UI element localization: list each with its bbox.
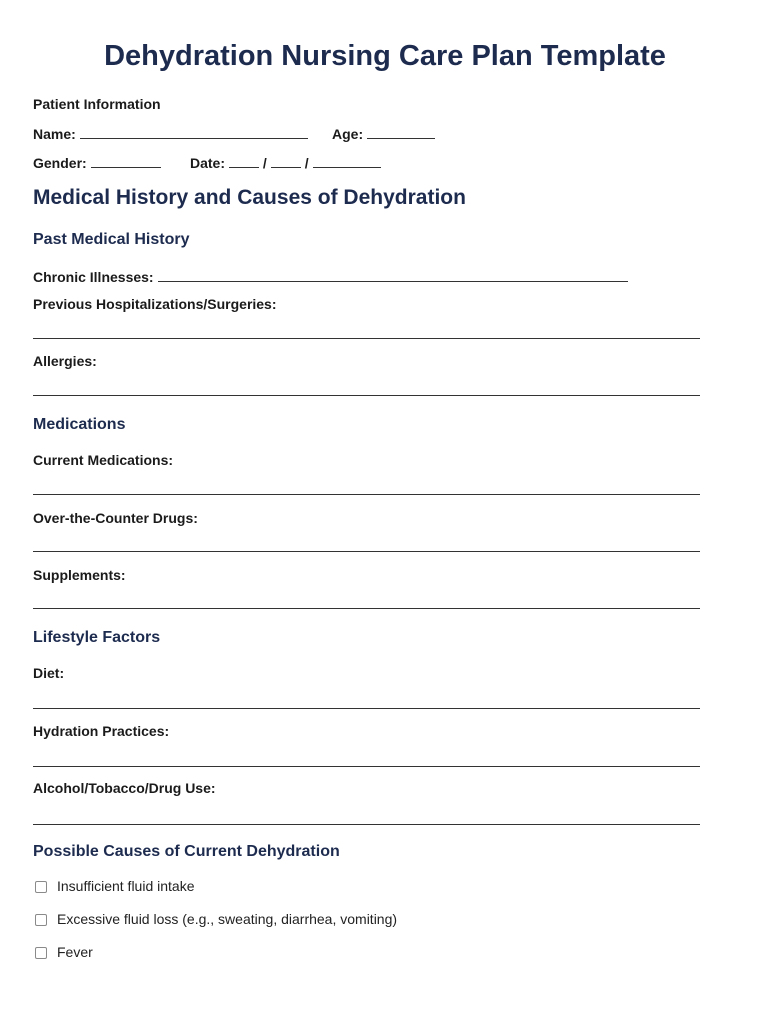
page-title: Dehydration Nursing Care Plan Template <box>104 40 666 72</box>
age-label: Age: <box>332 126 364 142</box>
cause-option-label: Excessive fluid loss (e.g., sweating, diarrhea, vomiting) <box>57 911 398 927</box>
age-row <box>332 125 435 142</box>
date-row <box>190 154 381 171</box>
date-separator: / <box>304 155 309 171</box>
chronic-illnesses-label: Chronic Illnesses: <box>33 269 154 285</box>
hydration-practices-label: Hydration Practices: <box>33 723 170 739</box>
cause-option-label: Insufficient fluid intake <box>57 878 195 894</box>
diet-line[interactable] <box>33 708 700 709</box>
supplements-label: Supplements: <box>33 567 126 583</box>
name-row <box>33 125 308 142</box>
date-separator: / <box>262 155 267 171</box>
past-medical-history-heading: Past Medical History <box>33 231 190 248</box>
gender-row <box>33 154 161 171</box>
cause-option-label: Fever <box>57 944 93 960</box>
medications-heading: Medications <box>33 416 126 433</box>
current-medications-line[interactable] <box>33 494 700 495</box>
name-field[interactable] <box>80 125 308 139</box>
medical-history-heading: Medical History and Causes of Dehydration <box>33 186 466 209</box>
date-label: Date: <box>190 155 226 171</box>
gender-label: Gender: <box>33 155 87 171</box>
supplements-line[interactable] <box>33 608 700 609</box>
hydration-practices-line[interactable] <box>33 766 700 767</box>
name-label: Name: <box>33 126 76 142</box>
substance-use-label: Alcohol/Tobacco/Drug Use: <box>33 780 216 796</box>
chronic-illnesses-field[interactable] <box>158 268 628 282</box>
otc-drugs-label: Over-the-Counter Drugs: <box>33 510 198 526</box>
substance-use-line[interactable] <box>33 824 700 825</box>
allergies-line[interactable] <box>33 395 700 396</box>
otc-drugs-line[interactable] <box>33 551 700 552</box>
current-medications-label: Current Medications: <box>33 452 174 468</box>
date-month-field[interactable] <box>271 154 301 168</box>
hospitalizations-label: Previous Hospitalizations/Surgeries: <box>33 296 277 312</box>
hospitalizations-line[interactable] <box>33 338 700 339</box>
cause-checkbox[interactable] <box>35 914 47 926</box>
diet-label: Diet: <box>33 665 65 681</box>
cause-checkbox[interactable] <box>35 881 47 893</box>
date-year-field[interactable] <box>313 154 381 168</box>
possible-causes-heading: Possible Causes of Current Dehydration <box>33 843 340 860</box>
age-field[interactable] <box>367 125 435 139</box>
chronic-illnesses-row <box>33 268 628 285</box>
lifestyle-heading: Lifestyle Factors <box>33 629 161 646</box>
date-day-field[interactable] <box>229 154 259 168</box>
patient-info-heading: Patient Information <box>33 96 161 112</box>
gender-field[interactable] <box>91 154 161 168</box>
cause-checkbox[interactable] <box>35 947 47 959</box>
allergies-label: Allergies: <box>33 353 97 369</box>
